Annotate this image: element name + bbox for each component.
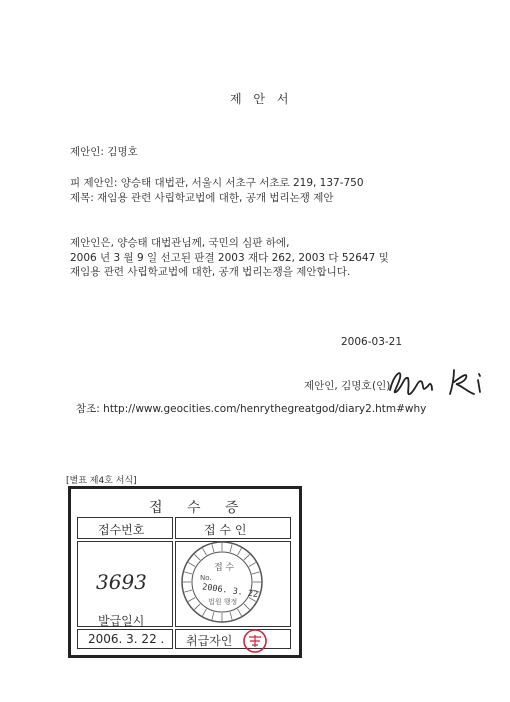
issue-date-label: 발급일시 [98,614,145,628]
body-line: 재임용 관련 사립학교법에 대한, 공개 법리논쟁을 제안합니다. [70,266,351,278]
stamp-dial-tick [244,554,250,560]
document-title: 제 안 서 [230,92,293,106]
stamp-dial-tick [252,572,260,574]
stamp-dial-tick [194,554,200,560]
stamp-date: 2006. 3. 22 [201,582,259,601]
number-header-cell [77,517,173,539]
stamp-dial-tick [184,572,192,574]
stamp-dial-tick [238,548,242,555]
form-label: [별표 제4호 서식] [66,476,137,486]
stamp-dial-tick [230,612,232,620]
handler-cell [175,629,291,649]
receipt-number: 3693 [96,570,147,594]
stamp-middle: No. [200,574,212,582]
number-cell [77,541,173,627]
personal-seal [240,627,270,655]
stamp-top: 접 수 [214,563,235,573]
number-header: 접수번호 [98,523,145,537]
receipt-stamp [180,540,264,624]
stamp-dial-tick [212,612,214,620]
stamp-dial-tick [203,609,207,616]
respondent-line: 피 제안인: 양승태 대법관, 서울시 서초구 서초로 219, 137-750 [70,177,364,189]
stamp-dial-tick [212,544,214,552]
stamp-dial-tick [244,604,250,610]
subject-line: 제목: 재임용 관련 사립학교법에 대한, 공개 법리논쟁 제안 [70,192,334,204]
body-line: 제안인은, 양승태 대법관님께, 국민의 심판 하에, [70,237,290,249]
stamp-dial-tick [194,604,200,610]
receiver-header-cell [175,517,291,539]
receipt-title: 접 수 증 [149,500,249,516]
stamp-bottom: 법원 행정 [208,598,238,606]
stamp-dial-tick [230,544,232,552]
document-date: 2006-03-21 [341,336,403,348]
handler-label: 취급자인 [186,634,233,648]
stamp-dial-tick [203,548,207,555]
stamp-dial-tick [188,563,195,567]
seal-mark: (인) [372,380,391,392]
signature-label: 제안인, 김명호 [304,380,372,392]
proposer-line: 제안인: 김명호 [70,146,138,158]
signature-image [384,364,496,400]
stamp-dial-tick [188,598,195,602]
stamp-dial-tick [249,563,256,567]
receiver-header: 접 수 인 [204,523,247,537]
issue-date-value: 2006. 3. 22 . [88,632,165,646]
body-line: 2006 년 3 월 9 일 선고된 판결 2003 재다 262, 2003 다 52647 및 [70,252,389,264]
stamp-dial-tick [184,590,192,592]
reference-line: 참조: http://www.geocities.com/henrythegreatgod/diary2.htm#why [76,403,427,415]
stamp-dial-tick [238,609,242,616]
issue-date-cell [77,629,173,649]
